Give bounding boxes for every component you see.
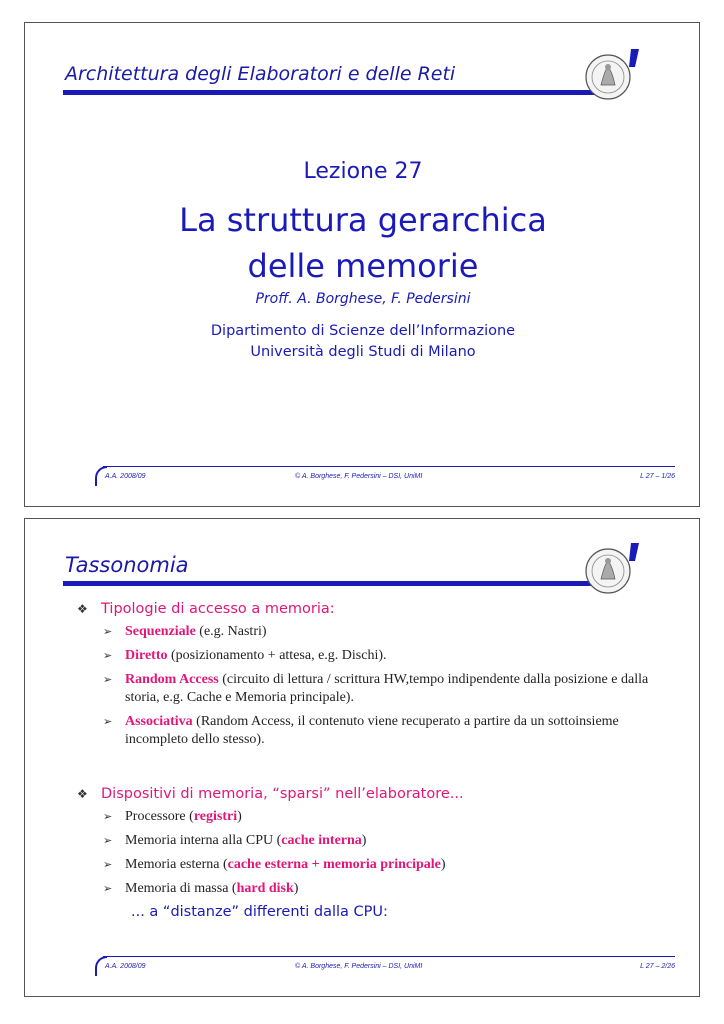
lesson-number: Lezione 27 xyxy=(303,159,423,184)
arrow-bullet-icon: ➢ xyxy=(103,626,113,638)
arrow-bullet-icon: ➢ xyxy=(103,859,113,871)
university-seal-icon xyxy=(581,539,643,599)
arrow-bullet-icon: ➢ xyxy=(103,650,113,662)
course-title: Architettura degli Elaboratori e delle Reti xyxy=(65,63,456,85)
list-item: ➢ Diretto (posizionamento + attesa, e.g. Dischi). xyxy=(103,648,387,663)
footer-year: A.A. 2008/09 xyxy=(105,473,146,480)
footer-year: A.A. 2008/09 xyxy=(105,963,146,970)
presentation-title-line1: La struttura gerarchica xyxy=(179,201,547,239)
diamond-bullet-icon: ❖ xyxy=(77,602,88,616)
arrow-bullet-icon: ➢ xyxy=(103,716,113,728)
list-item: ➢ Random Access (circuito di lettura / scrittura HW,tempo indipendente dalla posizione e dalla storia, e.g. Cache e Memoria principale). xyxy=(103,672,649,705)
header-rule xyxy=(63,90,601,95)
list-item: ➢ Memoria esterna (cache esterna + memoria principale) xyxy=(103,857,446,872)
arrow-bullet-icon: ➢ xyxy=(103,835,113,847)
list-item: ➢ Memoria interna alla CPU (cache interna) xyxy=(103,833,367,848)
slide-title: Tassonomia xyxy=(65,553,189,577)
authors: Proff. A. Borghese, F. Pedersini xyxy=(255,291,471,307)
footer-page: L 27 – 2/26 xyxy=(640,963,675,970)
arrow-bullet-icon: ➢ xyxy=(103,674,113,686)
footer-page: L 27 – 1/26 xyxy=(640,473,675,480)
access-types-heading: ❖ Tipologie di accesso a memoria: ➢ Sequenziale (e.g. Nastri) ➢ Diretto (posizionamento + attesa, e.g. Dischi). ➢ Random Access (circuito di lettura / scrittura HW,tempo indipendente dalla posizione e dalla storia, e.g. Cache e Memoria principale). ➢ Associativa (Random Access, il contenuto viene recuperato a partire da un sottoinsieme incompleto dello stesso). xyxy=(77,601,657,749)
footer-credit: © A. Borghese, F. Pedersini – DSI, UniMI xyxy=(295,963,423,970)
presentation-title-line2: delle memorie xyxy=(247,247,479,285)
list-item: ➢ Memoria di massa (hard disk) xyxy=(103,881,299,896)
memory-devices-section xyxy=(77,786,657,920)
footer-credit: © A. Borghese, F. Pedersini – DSI, UniMI xyxy=(295,473,423,480)
header-rule xyxy=(63,581,601,586)
memory-devices-heading: ❖ Dispositivi di memoria, “sparsi” nell’elaboratore... ➢ Processore (registri) ➢ Memoria interna alla CPU (cache interna) ➢ Memoria esterna (cache esterna + memoria principale) ➢ Memoria di massa (hard disk) ... a “distanze” differenti dalla CPU: xyxy=(77,786,657,920)
access-types-section xyxy=(77,601,657,755)
university: Università degli Studi di Milano xyxy=(250,344,476,360)
university-seal-icon xyxy=(581,45,643,105)
department: Dipartimento di Scienze dell’Informazione xyxy=(210,323,516,339)
slide-footer xyxy=(95,466,675,488)
arrow-bullet-icon: ➢ xyxy=(103,811,113,823)
slide-1 xyxy=(24,22,700,507)
continuation-text: ... a “distanze” differenti dalla CPU: xyxy=(131,904,388,920)
slide-footer xyxy=(95,956,675,978)
list-item: ➢ Sequenziale (e.g. Nastri) xyxy=(103,624,267,639)
arrow-bullet-icon: ➢ xyxy=(103,883,113,895)
list-item: ➢ Associativa (Random Access, il contenuto viene recuperato a partire da un sottoinsieme incompleto dello stesso). xyxy=(103,714,619,747)
diamond-bullet-icon: ❖ xyxy=(77,787,88,801)
list-item: ➢ Processore (registri) xyxy=(103,809,242,824)
slide-2 xyxy=(24,518,700,997)
